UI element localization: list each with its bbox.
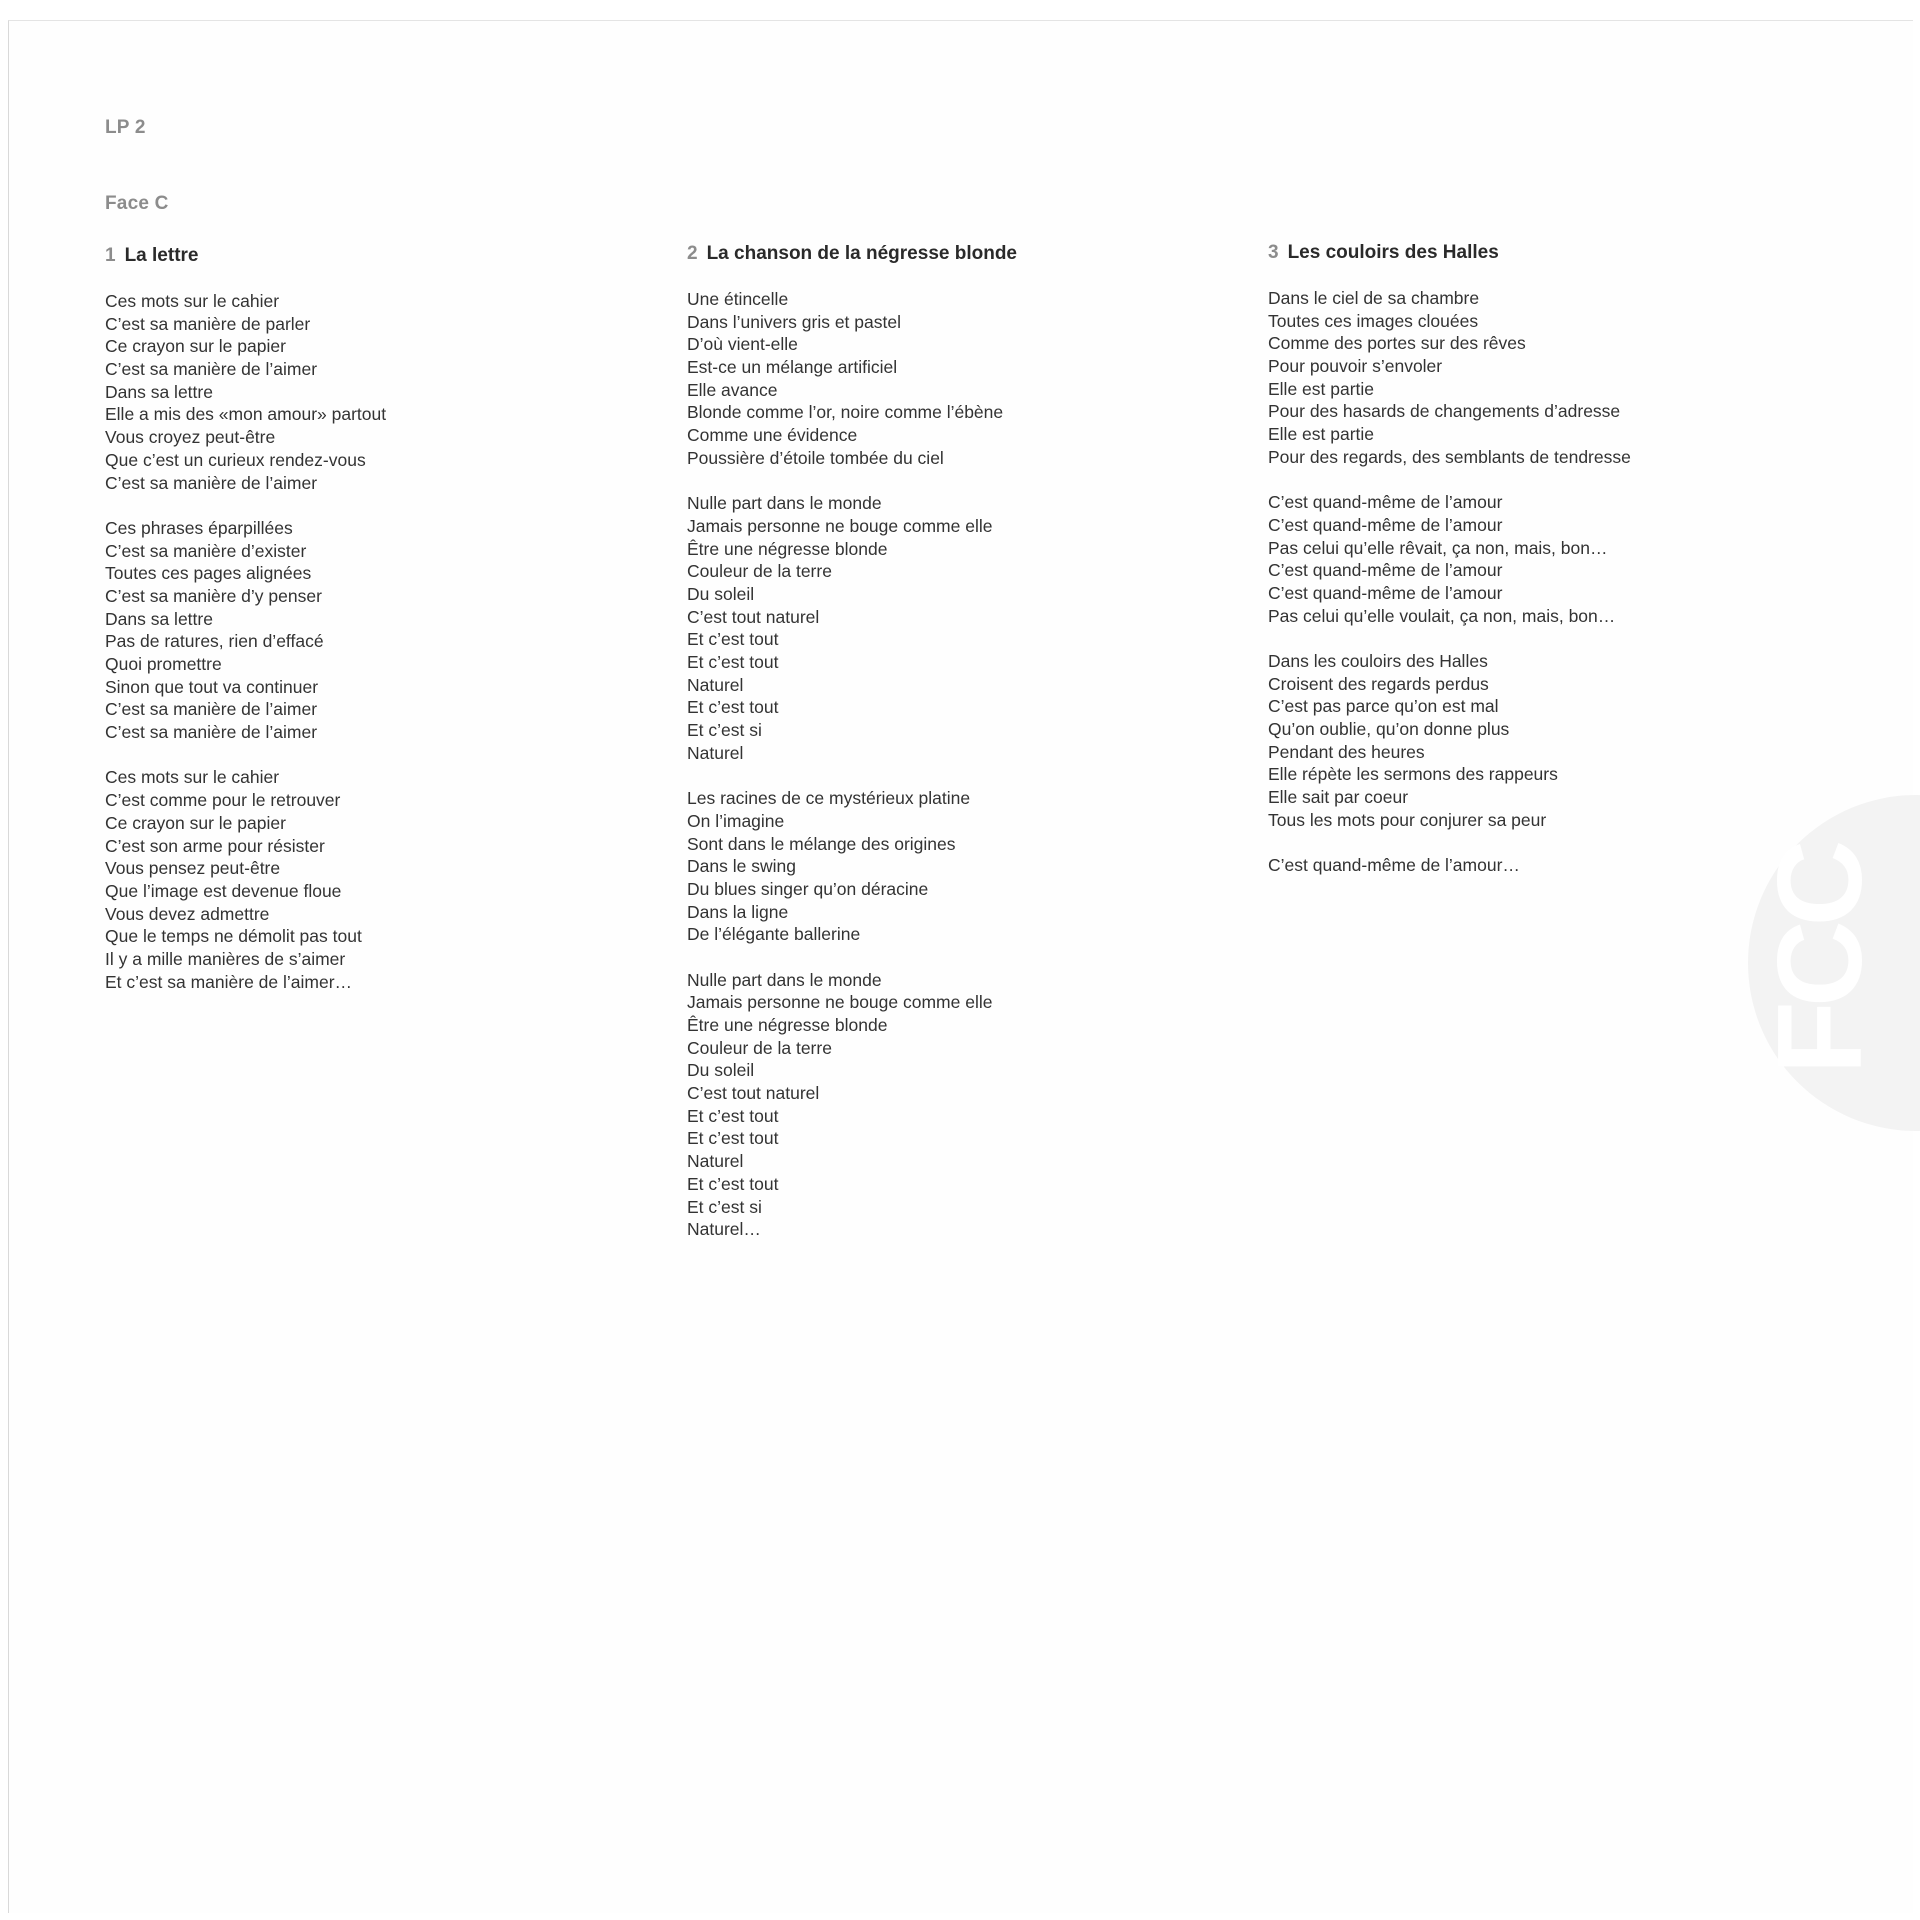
lyric-line: Tous les mots pour conjurer sa peur <box>1268 809 1547 830</box>
lyric-line: C’est sa manière de parler <box>105 313 311 334</box>
lyric-line: Naturel <box>687 742 744 763</box>
lyric-line: Qu’on oublie, qu’on donne plus <box>1268 719 1510 740</box>
lyric-line: On l’imagine <box>687 810 785 831</box>
stanza <box>1268 650 1808 832</box>
lyric-line: Et c’est tout <box>687 652 779 672</box>
lyric-line: Les racines de ce mystérieux platine <box>687 788 971 809</box>
lyric-line: Dans le ciel de sa chambre <box>1268 288 1480 308</box>
lyric-line: Pas de ratures, rien d’effacé <box>105 631 324 652</box>
face-label: Face C <box>105 193 169 214</box>
lyric-line: Toutes ces pages alignées <box>105 563 312 584</box>
lyric-line: Dans les couloirs des Halles <box>1268 651 1488 671</box>
song-column <box>687 242 1227 1264</box>
lyric-line: Nulle part dans le monde <box>687 493 882 514</box>
stanza <box>687 492 1227 764</box>
stanza <box>105 517 645 744</box>
lyric-line: C’est quand-même de l’amour <box>1268 582 1503 603</box>
lyric-line: Il y a mille manières de s’aimer <box>105 948 346 969</box>
lyric-line: Que le temps ne démolit pas tout <box>105 926 362 947</box>
lyric-line: Comme une évidence <box>687 425 858 446</box>
lyric-line: Naturel <box>687 1151 744 1172</box>
lyric-line: Pendant des heures <box>1268 741 1425 762</box>
lyric-line: Elle a mis des «mon amour» partout <box>105 404 387 425</box>
lyric-line: Dans l’univers gris et pastel <box>687 311 901 332</box>
lyric-line: Elle répète les sermons des rappeurs <box>1268 764 1558 785</box>
track-title: La chanson de la négresse blonde <box>706 243 1017 264</box>
lyric-line: Et c’est tout <box>687 1173 779 1194</box>
lyric-line: C’est tout naturel <box>687 1083 820 1104</box>
lyric-line: Que l’image est devenue floue <box>105 880 342 901</box>
stanza <box>687 969 1227 1241</box>
lyric-line: Et c’est tout <box>687 697 779 718</box>
lyric-line: Et c’est tout <box>687 1105 779 1126</box>
lyric-line: Pas celui qu’elle voulait, ça non, mais, bon… <box>1268 605 1616 626</box>
lyric-line: Toutes ces images clouées <box>1268 310 1479 331</box>
lyric-line: Ce crayon sur le papier <box>105 336 286 357</box>
lyric-line: Vous croyez peut-être <box>105 427 276 448</box>
lyric-line: C’est quand-même de l’amour <box>1268 492 1503 513</box>
lyric-line: Et c’est tout <box>687 1128 779 1149</box>
lyric-line: C’est quand-même de l’amour <box>1268 514 1503 535</box>
lyric-line: Naturel… <box>687 1219 761 1240</box>
lyric-line: Elle est partie <box>1268 424 1375 445</box>
stanza <box>105 290 645 494</box>
lyric-line: Jamais personne ne bouge comme elle <box>687 992 993 1013</box>
lyric-line: C’est sa manière de l’aimer <box>105 699 318 720</box>
lyric-line: Couleur de la terre <box>687 1037 832 1058</box>
stanza <box>105 766 645 993</box>
lyric-line: Couleur de la terre <box>687 561 832 582</box>
lyric-line: Pour pouvoir s’envoler <box>1268 356 1443 377</box>
lyric-line: Sont dans le mélange des origines <box>687 833 956 854</box>
lyric-line: C’est pas parce qu’on est mal <box>1268 696 1499 717</box>
lyric-line: Vous pensez peut-être <box>105 858 281 879</box>
lyric-line: Et c’est si <box>687 1196 762 1217</box>
lyric-line: Quoi promettre <box>105 654 222 674</box>
lyric-line: C’est sa manière d’exister <box>105 540 307 561</box>
lyric-line: C’est sa manière de l’aimer <box>105 722 318 743</box>
song-title <box>105 244 645 268</box>
lyric-line: Dans sa lettre <box>105 608 213 629</box>
lyric-line: C’est sa manière de l’aimer <box>105 359 318 380</box>
lyric-line: Que c’est un curieux rendez-vous <box>105 449 366 470</box>
fcc-logo-text: FCC <box>1753 845 1887 1075</box>
lp-label: LP 2 <box>105 117 146 138</box>
stanza <box>1268 491 1808 627</box>
lyric-line: C’est comme pour le retrouver <box>105 790 341 811</box>
lyric-line: Ce crayon sur le papier <box>105 812 286 833</box>
lyric-line: Ces mots sur le cahier <box>105 767 280 788</box>
song-title <box>687 242 1227 266</box>
lyric-line: Croisent des regards perdus <box>1268 673 1489 694</box>
lyric-line: Pour des hasards de changements d’adresse <box>1268 401 1621 422</box>
lyric-line: C’est quand-même de l’amour <box>1268 560 1503 581</box>
lyric-line: Une étincelle <box>687 289 789 309</box>
lyric-line: Et c’est tout <box>687 629 779 650</box>
lyric-line: D’où vient-elle <box>687 334 798 355</box>
track-number: 3 <box>1268 242 1279 263</box>
lyric-line: Vous devez admettre <box>105 903 270 924</box>
track-title: Les couloirs des Halles <box>1287 242 1499 263</box>
lyric-line: Ces mots sur le cahier <box>105 291 280 311</box>
song-title <box>1268 241 1808 265</box>
lyric-line: Elle est partie <box>1268 378 1375 399</box>
lyric-line: Du soleil <box>687 1060 755 1081</box>
lyric-line: Pas celui qu’elle rêvait, ça non, mais, bon… <box>1268 537 1608 558</box>
lyric-line: Blonde comme l’or, noire comme l’ébène <box>687 402 1004 423</box>
track-title: La lettre <box>124 245 199 266</box>
stanza <box>687 787 1227 946</box>
lyric-line: C’est tout naturel <box>687 606 820 627</box>
lyric-line: Du blues singer qu’on déracine <box>687 878 929 899</box>
lyric-line: Poussière d’étoile tombée du ciel <box>687 447 944 468</box>
lyric-line: Nulle part dans le monde <box>687 969 882 990</box>
lyric-line: Elle sait par coeur <box>1268 787 1409 808</box>
lyric-line: Sinon que tout va continuer <box>105 676 319 697</box>
lyric-line: Comme des portes sur des rêves <box>1268 333 1526 354</box>
lyric-line: C’est sa manière d’y penser <box>105 585 322 606</box>
lyric-line: Elle avance <box>687 379 778 400</box>
lyric-line: Être une négresse blonde <box>687 1015 888 1035</box>
lyric-line: C’est sa manière de l’aimer <box>105 472 318 493</box>
track-number: 1 <box>105 245 116 266</box>
stanza <box>1268 287 1808 469</box>
stanza <box>1268 854 1808 877</box>
lyric-line: Naturel <box>687 674 744 695</box>
lyric-line: C’est son arme pour résister <box>105 835 325 856</box>
lyric-line: Est-ce un mélange artificiel <box>687 357 898 378</box>
lyric-line: De l’élégante ballerine <box>687 924 861 945</box>
lyric-line: Du soleil <box>687 583 755 604</box>
lyric-line: Être une négresse blonde <box>687 538 888 559</box>
lyric-line: C’est quand-même de l’amour… <box>1268 855 1520 876</box>
lyric-line: Dans la ligne <box>687 901 789 922</box>
track-number: 2 <box>687 243 698 264</box>
stanza <box>687 288 1227 470</box>
lyric-line: Ces phrases éparpillées <box>105 517 293 538</box>
song-column <box>105 244 645 1016</box>
lyric-line: Dans le swing <box>687 856 796 877</box>
song-column <box>1268 241 1808 900</box>
lyric-line: Et c’est si <box>687 720 762 741</box>
lyric-line: Jamais personne ne bouge comme elle <box>687 515 993 536</box>
lyric-line: Et c’est sa manière de l’aimer… <box>105 971 353 992</box>
lyric-line: Pour des regards, des semblants de tendresse <box>1268 446 1631 467</box>
lyric-line: Dans sa lettre <box>105 381 213 402</box>
